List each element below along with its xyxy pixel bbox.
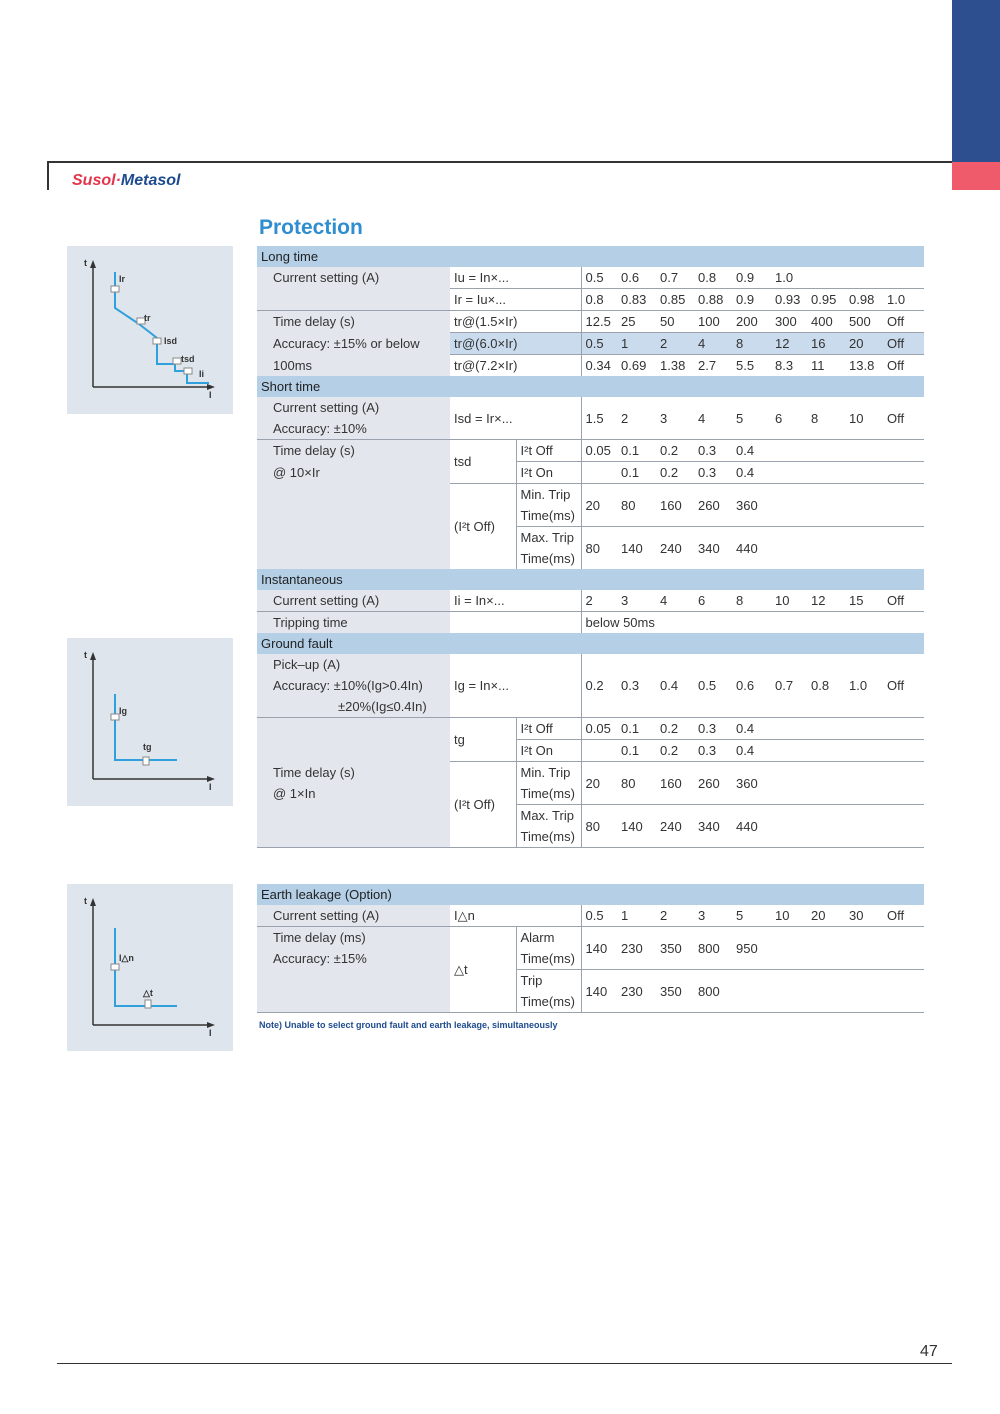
table-cell: 0.4 [732,462,771,484]
table-cell [883,267,924,289]
table-cell: 240 [660,540,682,556]
table-cell: 500 [845,311,883,333]
row-param: tg [450,718,516,762]
brand-separator: · [115,172,121,189]
table-cell: 80 [617,484,656,527]
row-param: tr@(6.0×Ir) [450,333,581,355]
table-cell: 0.2 [581,654,617,718]
row-subparam: Max. Trip [516,805,581,827]
table-cell: 0.7 [771,654,807,718]
axis-t-label: t [84,896,87,906]
table-cell: 800 [694,927,732,970]
table-cell: 0.3 [617,654,656,718]
table-cell: 1.5 [581,397,617,440]
table-cell: 0.4 [732,440,771,462]
table-cell: 0.9 [732,289,771,311]
row-param: △t [450,927,516,1013]
table-cell: 5 [732,905,771,927]
row-label [257,991,450,1013]
table-row [257,311,924,333]
table-cell: 140 [617,805,656,848]
table-cell: 0.83 [617,289,656,311]
row-subparam: Time(ms) [516,948,581,970]
table-cell: 0.4 [732,740,771,762]
row-subparam: Time(ms) [516,548,581,569]
row-label: @ 10×Ir [257,462,450,484]
label-idn: I△n [119,953,134,963]
row-label: Time delay (ms) [257,927,450,949]
table-cell: 1 [617,333,656,355]
brand-susol: Susol [72,172,116,189]
table-cell: 400 [807,311,845,333]
table-cell: 140 [581,927,617,970]
row-param: tsd [450,440,516,484]
table-cell: 5.5 [736,358,755,373]
row-param: Isd = Ir×... [450,397,581,440]
row-label: Accuracy: ±15% or below [257,333,450,355]
table-cell: 4 [694,397,732,440]
section-earth-leakage [257,884,924,905]
table-cell: 1.0 [883,289,924,311]
table-cell: 360 [732,762,771,805]
page-number: 47 [920,1343,938,1360]
table-cell: 0.85 [656,289,694,311]
row-label: Accuracy: ±15% [257,948,450,970]
table-cell: 0.7 [656,267,694,289]
row-param: (I²t Off) [450,762,516,848]
ground-fault-chart [67,638,233,806]
table-cell: 160 [656,762,694,805]
table-cell: 13.8 [849,358,875,373]
table-cell: 1.38 [660,358,686,373]
trip-curve-diagram [67,246,233,414]
table-row [257,267,924,289]
section-title: Ground fault [257,633,924,654]
row-subparam: Time(ms) [516,505,581,527]
table-row-highlight [257,333,924,355]
row-subparam: I²t Off [516,718,581,740]
label-isd: Isd [164,336,178,346]
table-row [257,718,924,740]
label-tsd: tsd [181,354,195,364]
section-title: Short time [257,376,924,397]
table-cell: 140 [581,970,617,1013]
table-cell: 8 [807,397,845,440]
table-row [257,484,924,506]
table-cell: 16 [807,333,845,355]
row-label: Accuracy: ±10% [257,418,450,440]
table-cell [581,462,617,484]
table-cell: 4 [694,333,732,355]
table-cell: 340 [698,540,720,556]
table-cell: 0.1 [617,462,656,484]
table-cell: 6 [771,397,807,440]
table-cell: 3 [694,905,732,927]
table-cell: 10 [771,590,807,612]
section-short-time [257,376,924,397]
row-subparam: Trip [516,970,581,992]
row-subparam: I²t On [516,740,581,762]
row-subparam: Time(ms) [516,783,581,805]
table-cell: 0.98 [845,289,883,311]
row-subparam: I²t On [516,462,581,484]
table-cell: 0.95 [807,289,845,311]
table-row [257,440,924,462]
table-cell: 1.0 [771,267,807,289]
table-cell: 3 [617,590,656,612]
table-cell: 2 [656,905,694,927]
header-rule-tick [47,161,49,190]
row-label: Current setting (A) [257,267,450,289]
table-cell: 8.3 [775,358,794,373]
table-cell: 12 [807,590,845,612]
table-cell: 350 [656,970,694,1013]
row-param [450,612,581,634]
table-cell: 6 [694,590,732,612]
row-label: Current setting (A) [257,590,450,612]
table-cell-empty [771,462,924,484]
footnote: Note) Unable to select ground fault and earth leakage, simultaneously [259,1020,558,1030]
table-cell [732,970,771,1013]
table-cell: 0.2 [656,718,694,740]
table-cell: Off [883,590,924,612]
table-cell-empty [771,970,924,1013]
table-cell: below 50ms [581,612,924,634]
table-cell-empty [771,927,924,970]
side-tab-pink [952,162,1000,190]
table-cell: 0.1 [617,718,656,740]
table-cell [807,267,845,289]
row-param: Ig = In×... [450,654,581,718]
row-label: Accuracy: ±10%(Ig>0.4In) [257,675,450,696]
row-param: (I²t Off) [454,519,495,534]
table-cell: 20 [807,905,845,927]
table-cell: 260 [694,762,732,805]
table-cell-empty [771,484,924,527]
table-cell: 0.1 [617,440,656,462]
table-cell-empty [771,440,924,462]
section-long-time [257,246,924,267]
table-cell: 5 [732,397,771,440]
protection-table [257,246,924,848]
table-cell: 0.6 [732,654,771,718]
table-cell: 230 [617,927,656,970]
table-cell: 2 [581,590,617,612]
row-label: Current setting (A) [257,905,450,927]
table-cell: 20 [581,762,617,805]
table-cell: 0.93 [771,289,807,311]
table-cell: 80 [581,805,617,848]
table-cell: 4 [656,590,694,612]
axis-t-label: t [84,258,87,268]
table-cell: 0.88 [694,289,732,311]
row-subparam: Min. Trip [516,762,581,784]
table-cell: 160 [656,484,694,527]
table-cell: 20 [581,484,617,527]
axis-i-label: I [209,1028,212,1038]
table-cell: 80 [617,762,656,805]
table-cell: 15 [845,590,883,612]
table-cell: 2 [656,333,694,355]
ground-fault-diagram [67,638,233,806]
row-label: @ 1×In [257,783,450,805]
row-label: Tripping time [257,612,450,634]
table-row [257,805,924,827]
section-instantaneous [257,569,924,590]
table-cell: 0.5 [581,267,617,289]
table-row [257,612,924,634]
table-cell: 950 [732,927,771,970]
table-cell: 0.5 [694,654,732,718]
table-cell: 8 [732,333,771,355]
row-label [257,527,450,549]
table-cell: 0.3 [694,718,732,740]
table-cell [845,267,883,289]
row-subparam: Alarm [516,927,581,949]
table-cell: 230 [617,970,656,1013]
earth-leakage-chart [67,884,233,1051]
section-title: Instantaneous [257,569,924,590]
table-cell-empty [771,762,924,805]
row-label [257,484,450,506]
side-tab-blue [952,0,1000,162]
row-label: 100ms [257,355,450,377]
row-label: Time delay (s) [257,762,450,784]
table-row [257,927,924,949]
row-label [257,826,450,848]
axis-i-label: I [209,782,212,792]
row-label: Pick–up (A) [257,654,450,675]
table-cell: 800 [694,970,732,1013]
table-cell: 11 [811,358,825,373]
table-row [257,527,924,549]
table-cell: 10 [845,397,883,440]
row-label [257,548,450,569]
header-rule [47,161,952,163]
table-cell: 140 [621,540,643,556]
table-cell: 3 [656,397,694,440]
table-cell: 350 [656,927,694,970]
row-param: Ir = Iu×... [450,289,581,311]
row-param: tr@(1.5×Ir) [450,311,581,333]
row-param: tr@(7.2×Ir) [454,358,518,373]
table-cell: 0.3 [694,440,732,462]
row-label [257,718,450,740]
table-cell: 2.7 [698,358,717,373]
table-cell: 300 [771,311,807,333]
row-label: Time delay (s) [257,440,450,462]
label-tg: tg [143,742,152,752]
row-param: Ii = In×... [450,590,581,612]
table-cell: 0.1 [617,740,656,762]
table-cell: 12 [771,333,807,355]
table-cell: 0.69 [621,358,647,373]
row-label [257,970,450,992]
row-subparam: Time(ms) [516,991,581,1013]
table-cell: Off [883,905,924,927]
table-row [257,289,924,311]
table-cell: 10 [771,905,807,927]
table-cell-empty [771,740,924,762]
row-label: Current setting (A) [257,397,450,418]
table-row [257,654,924,675]
row-subparam: Min. Trip [516,484,581,506]
table-cell: 100 [694,311,732,333]
table-cell-empty [771,718,924,740]
table-cell: 0.5 [581,905,617,927]
table-cell: 1 [617,905,656,927]
table-cell: Off [887,358,905,373]
table-cell: 20 [845,333,883,355]
table-cell: 260 [694,484,732,527]
row-subparam: Time(ms) [516,826,581,848]
earth-leakage-table [257,884,924,1013]
row-subparam: Max. Trip [516,527,581,549]
table-cell: 200 [732,311,771,333]
row-label [257,505,450,527]
row-param: I△n [450,905,581,927]
table-cell: 0.3 [694,462,732,484]
table-cell: 0.8 [694,267,732,289]
table-cell: 0.8 [581,289,617,311]
table-row [257,970,924,992]
row-label [257,805,450,827]
section-ground-fault [257,633,924,654]
table-row [257,762,924,784]
table-cell: 440 [732,805,771,848]
table-cell: 80 [581,527,617,570]
label-tr: tr [144,313,151,323]
table-cell: 0.05 [581,718,617,740]
table-cell: 0.05 [581,440,617,462]
page-title: Protection [259,216,363,239]
table-row [257,397,924,418]
table-cell: 240 [656,805,694,848]
table-cell-empty [771,527,924,570]
table-row [257,590,924,612]
row-label: Time delay (s) [257,311,450,333]
table-cell: 1.0 [845,654,883,718]
row-label [257,289,450,311]
table-cell: 0.8 [807,654,845,718]
row-label: ±20%(Ig≤0.4In) [257,696,450,718]
table-cell [581,740,617,762]
table-cell: 0.4 [732,718,771,740]
label-dt: △t [143,988,153,998]
table-cell: 0.5 [581,333,617,355]
brand-logo [72,172,180,190]
label-ir: Ir [119,274,126,284]
table-cell: 0.2 [656,440,694,462]
row-label [257,740,450,762]
table-row [257,462,924,484]
table-cell: 440 [736,540,758,556]
label-ii: Ii [199,369,205,379]
brand-metasol: Metasol [120,172,181,189]
table-cell: 360 [732,484,771,527]
row-param: Iu = In×... [450,267,581,289]
table-cell: 30 [845,905,883,927]
footer-rule [57,1363,952,1364]
table-cell-empty [771,805,924,848]
section-title: Earth leakage (Option) [257,884,924,905]
table-cell: 0.9 [732,267,771,289]
table-cell: 25 [617,311,656,333]
table-cell: 2 [617,397,656,440]
table-row [257,355,924,377]
table-row [257,740,924,762]
table-cell: 0.6 [617,267,656,289]
table-cell: 50 [656,311,694,333]
trip-curve-chart [67,246,233,414]
axis-i-label: I [209,390,212,400]
label-ig: Ig [119,706,127,716]
table-cell: 0.34 [581,355,617,377]
axis-t-label: t [84,650,87,660]
section-title: Long time [257,246,924,267]
table-cell: Off [883,397,924,440]
table-cell: Off [883,311,924,333]
table-cell: 0.4 [656,654,694,718]
table-cell: 8 [732,590,771,612]
earth-leakage-diagram [67,884,233,1051]
table-cell: 12.5 [581,311,617,333]
table-cell: 0.2 [656,740,694,762]
table-cell: 0.3 [694,740,732,762]
row-subparam: I²t Off [516,440,581,462]
table-cell: 0.2 [656,462,694,484]
table-cell: Off [883,333,924,355]
table-cell: 340 [694,805,732,848]
table-row [257,905,924,927]
table-cell: Off [883,654,924,718]
